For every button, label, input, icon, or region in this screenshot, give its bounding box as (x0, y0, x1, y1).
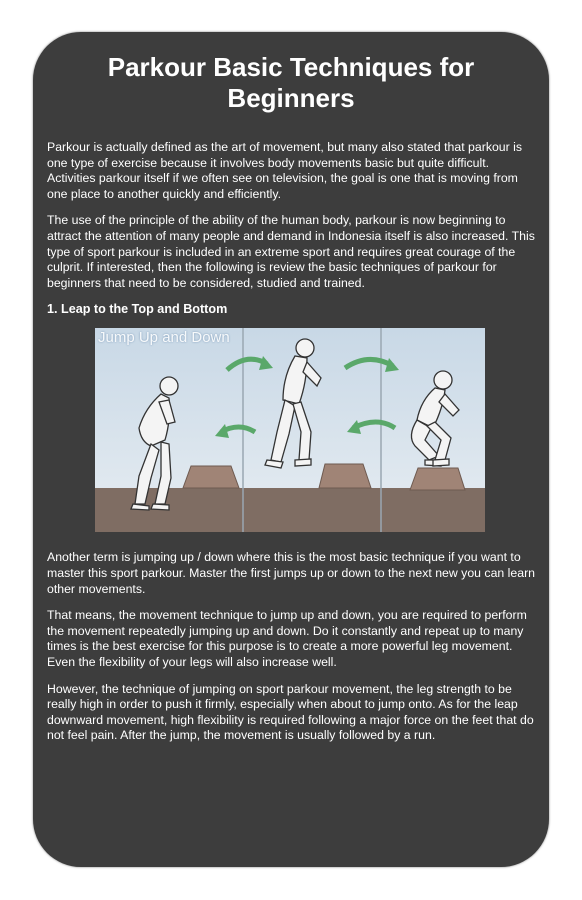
jump-illustration (95, 328, 485, 532)
article-content (47, 140, 535, 755)
body-paragraph-1: Another term is jumping up / down where this is the most basic technique if you want to master this sport parkour. Master the first jumps up or down to the next new you can learn other movements. (47, 550, 536, 596)
body-paragraph-2: That means, the movement technique to jump up and down, you are required to perform the movement repeatedly jumping up and down. Do it constantly and repeat up to many times is the best exercise for this purpose is to create a more powerful leg movement. Even the flexibility of your legs will also increase well. (47, 608, 527, 669)
intro-paragraph-2: The use of the principle of the ability of the human body, parkour is now beginning to attract the attention of many people and demand in Indonesia itself is also increased. This type of sport parkour is included in an extreme sport and requires great courage of the culprit. If interested, then the following is review the basic techniques of parkour for beginners that need to be considered, studied and trained. (47, 213, 535, 290)
intro-paragraph-1: Parkour is actually defined as the art of movement, but many also stated that parkour is one type of exercise because it involves body movements basic but quite difficult. Activities parkour itself if we often see on television, the goal is one that is moving from one place to another quickly and efficiently. (47, 140, 523, 201)
article-card (33, 32, 549, 867)
figure-caption: Jump Up and Down (98, 329, 230, 347)
jump-illustration-image (95, 328, 485, 532)
section-heading: 1. Leap to the Top and Bottom (47, 302, 228, 317)
body-paragraph-3: However, the technique of jumping on sport parkour movement, the leg strength to be really high in order to push it firmly, especially when about to jump onto. As for the leap downward movement, high flexibility is required following a major force on the feet that do not feel pain. After the jump, the movement is usually followed by a run. (47, 681, 534, 743)
article-title: Parkour Basic Techniques for Beginners (107, 52, 475, 113)
